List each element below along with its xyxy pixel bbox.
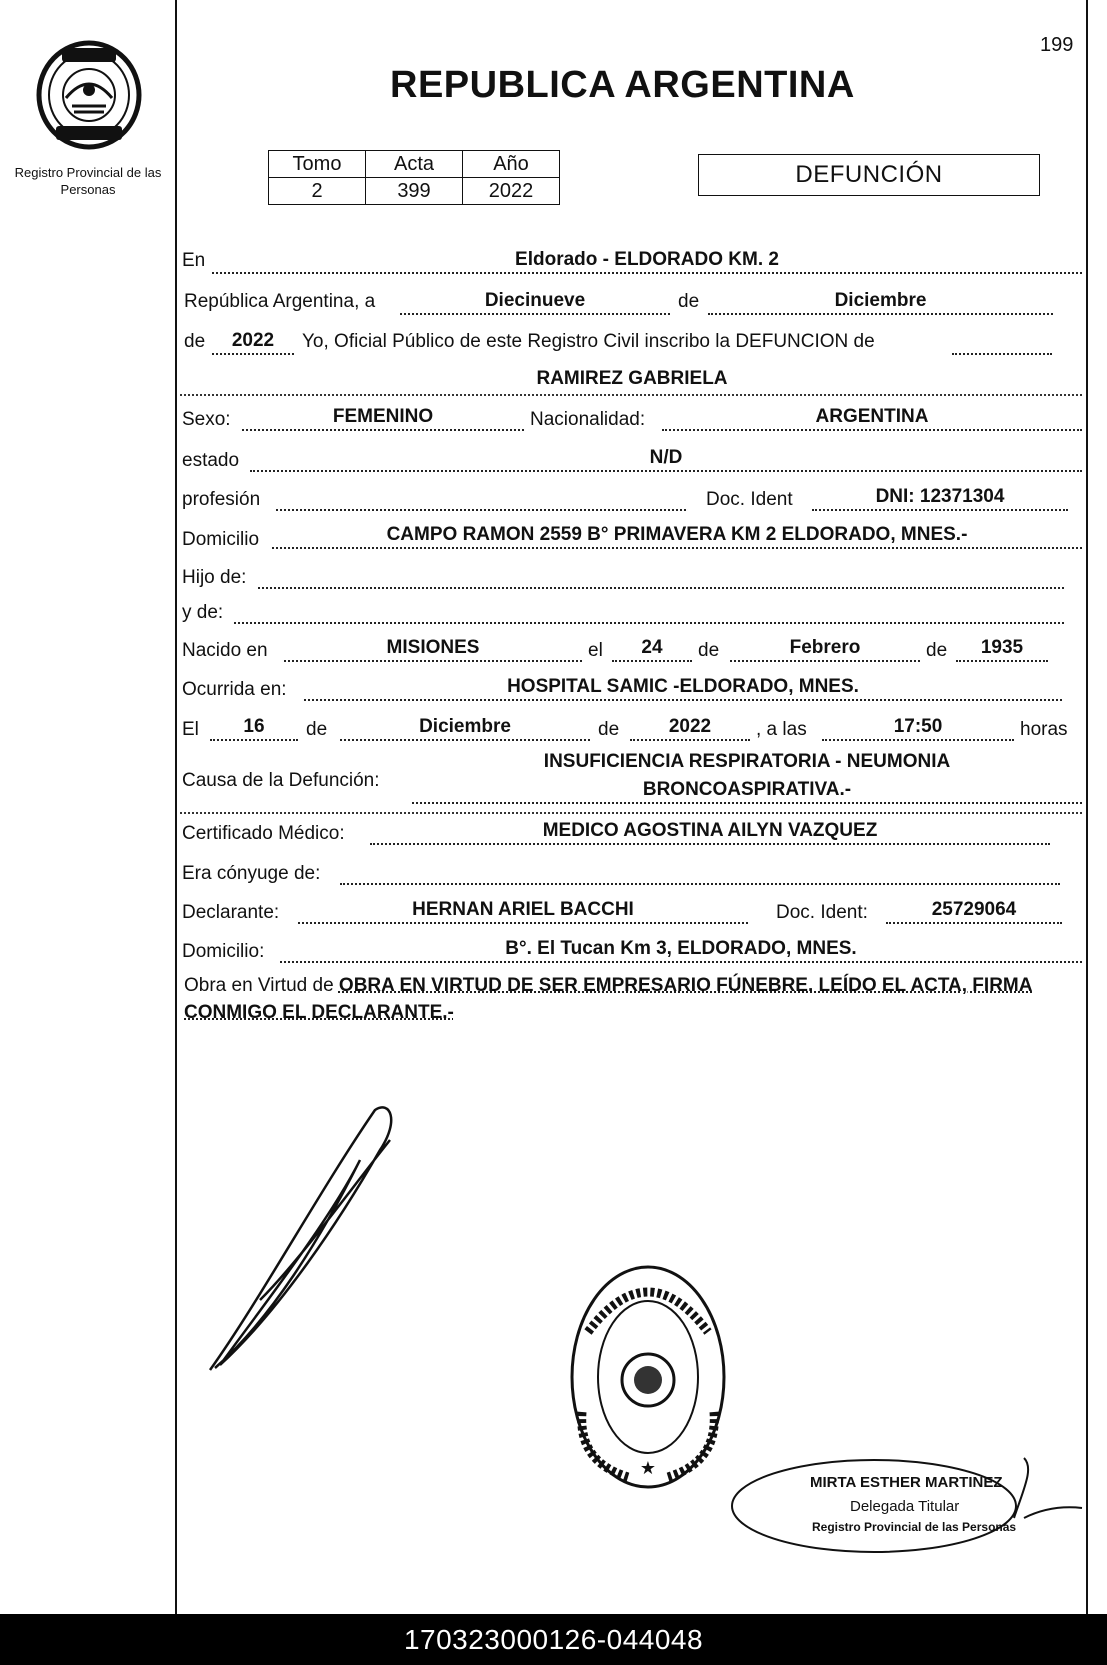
left-margin-line: [175, 0, 177, 1614]
declarante-label: Declarante:: [182, 902, 280, 923]
nacido-value: MISIONES: [284, 636, 582, 662]
el-label: el: [588, 640, 603, 661]
dia-value: Diecinueve: [400, 289, 670, 315]
acta-value: 399: [366, 178, 463, 205]
nacido-label: Nacido en: [182, 640, 268, 661]
nac-mes-value: Febrero: [730, 636, 920, 662]
sexo-value: FEMENINO: [242, 405, 524, 431]
anio-value: 2022: [212, 329, 294, 355]
signatory-role: Delegada Titular: [850, 1498, 960, 1515]
decl-doc-value: 25729064: [886, 898, 1062, 924]
separator-1: [180, 394, 1082, 396]
hijo-label: Hijo de:: [182, 567, 247, 588]
separator-2: [180, 812, 1082, 814]
province-seal-logo: [34, 40, 144, 150]
decl-doc-label: Doc. Ident:: [776, 902, 868, 923]
yde-label: y de:: [182, 602, 224, 623]
anio-header: Año: [463, 151, 560, 178]
doc-ident-label: Doc. Ident: [706, 489, 793, 510]
deceased-name: RAMIREZ GABRIELA: [536, 368, 728, 389]
yde-value: [234, 598, 1064, 624]
de-label-4: de: [926, 640, 948, 661]
document-type-box: [698, 154, 1040, 196]
estado-value: N/D: [250, 446, 1082, 472]
sexo-label: Sexo:: [182, 409, 231, 430]
def-dia-value: 16: [210, 715, 298, 741]
registry-stamp: [568, 1262, 728, 1492]
tomo-header: Tomo: [269, 151, 366, 178]
anio-value: 2022: [463, 178, 560, 205]
hijo-value: [258, 563, 1064, 589]
causa-line-1: INSUFICIENCIA RESPIRATORIA - NEUMONIA: [543, 751, 951, 772]
conyuge-label: Era cónyuge de:: [182, 863, 321, 884]
def-anio-value: 2022: [630, 715, 750, 741]
nacionalidad-label: Nacionalidad:: [530, 409, 646, 430]
signatory-name: MIRTA ESTHER MARTINEZ: [810, 1474, 1003, 1491]
alas-label: , a las: [756, 719, 807, 740]
svg-text:★: ★: [639, 1458, 657, 1479]
oficial-fill: [952, 329, 1052, 355]
certificado-label: Certificado Médico:: [182, 823, 345, 844]
def-mes-value: Diciembre: [340, 715, 590, 741]
right-margin-line: [1086, 0, 1088, 1614]
de-label-3: de: [698, 640, 720, 661]
de-label-5: de: [306, 719, 328, 740]
estado-label: estado: [182, 450, 240, 471]
nac-anio-value: 1935: [956, 636, 1048, 662]
de-label-2: de: [184, 331, 206, 352]
registry-org-label: Registro Provincial de las Personas: [14, 165, 162, 197]
document-code-footer: 170323000126-044048: [0, 1614, 1107, 1665]
ocurrida-value: HOSPITAL SAMIC -ELDORADO, MNES.: [304, 675, 1062, 701]
page-title: REPUBLICA ARGENTINA: [390, 64, 855, 106]
profesion-value: [276, 485, 686, 511]
registry-table: [268, 150, 560, 205]
causa-line-2: BRONCOASPIRATIVA.-: [412, 778, 1082, 804]
obra-label: Obra en Virtud de: [184, 975, 334, 996]
def-hora-value: 17:50: [822, 715, 1014, 741]
horas-label: horas: [1020, 719, 1068, 740]
en-label: En: [182, 250, 206, 271]
nac-dia-value: 24: [612, 636, 692, 662]
obra-en-virtud: [184, 972, 1084, 1026]
mes-value: Diciembre: [708, 289, 1053, 315]
nacionalidad-value: ARGENTINA: [662, 405, 1082, 431]
decl-dom-value: B°. El Tucan Km 3, ELDORADO, MNES.: [280, 937, 1082, 963]
tomo-value: 2: [269, 178, 366, 205]
El-label: El: [182, 719, 199, 740]
republica-label: República Argentina, a: [184, 291, 376, 312]
de-label-6: de: [598, 719, 620, 740]
obra-text: OBRA EN VIRTUD DE SER EMPRESARIO FÚNEBRE. LEÍDO EL ACTA, FIRMA CONMIGO EL DECLARANTE.-: [184, 975, 1033, 1023]
document-type: DEFUNCIÓN: [795, 161, 943, 188]
signatory-org: Registro Provincial de las Personas: [812, 1520, 1017, 1534]
causa-label: Causa de la Defunción:: [182, 770, 380, 791]
lugar-value: Eldorado - ELDORADO KM. 2: [212, 248, 1082, 274]
certificado-value: MEDICO AGOSTINA AILYN VAZQUEZ: [370, 819, 1050, 845]
page-number: 199: [1040, 34, 1074, 56]
profesion-label: profesión: [182, 489, 261, 510]
decl-dom-label: Domicilio:: [182, 941, 265, 962]
domicilio-value: CAMPO RAMON 2559 B° PRIMAVERA KM 2 ELDORADO, MNES.-: [272, 523, 1082, 549]
acta-header: Acta: [366, 151, 463, 178]
conyuge-value: [340, 859, 1060, 885]
declarant-signature: [200, 1100, 420, 1380]
de-label-1: de: [678, 291, 700, 312]
ocurrida-label: Ocurrida en:: [182, 679, 287, 700]
domicilio-label: Domicilio: [182, 529, 260, 550]
oficial-text: Yo, Oficial Público de este Registro Civil inscribo la DEFUNCION de: [302, 331, 875, 352]
declarante-value: HERNAN ARIEL BACCHI: [298, 898, 748, 924]
doc-ident-value: DNI: 12371304: [812, 485, 1068, 511]
